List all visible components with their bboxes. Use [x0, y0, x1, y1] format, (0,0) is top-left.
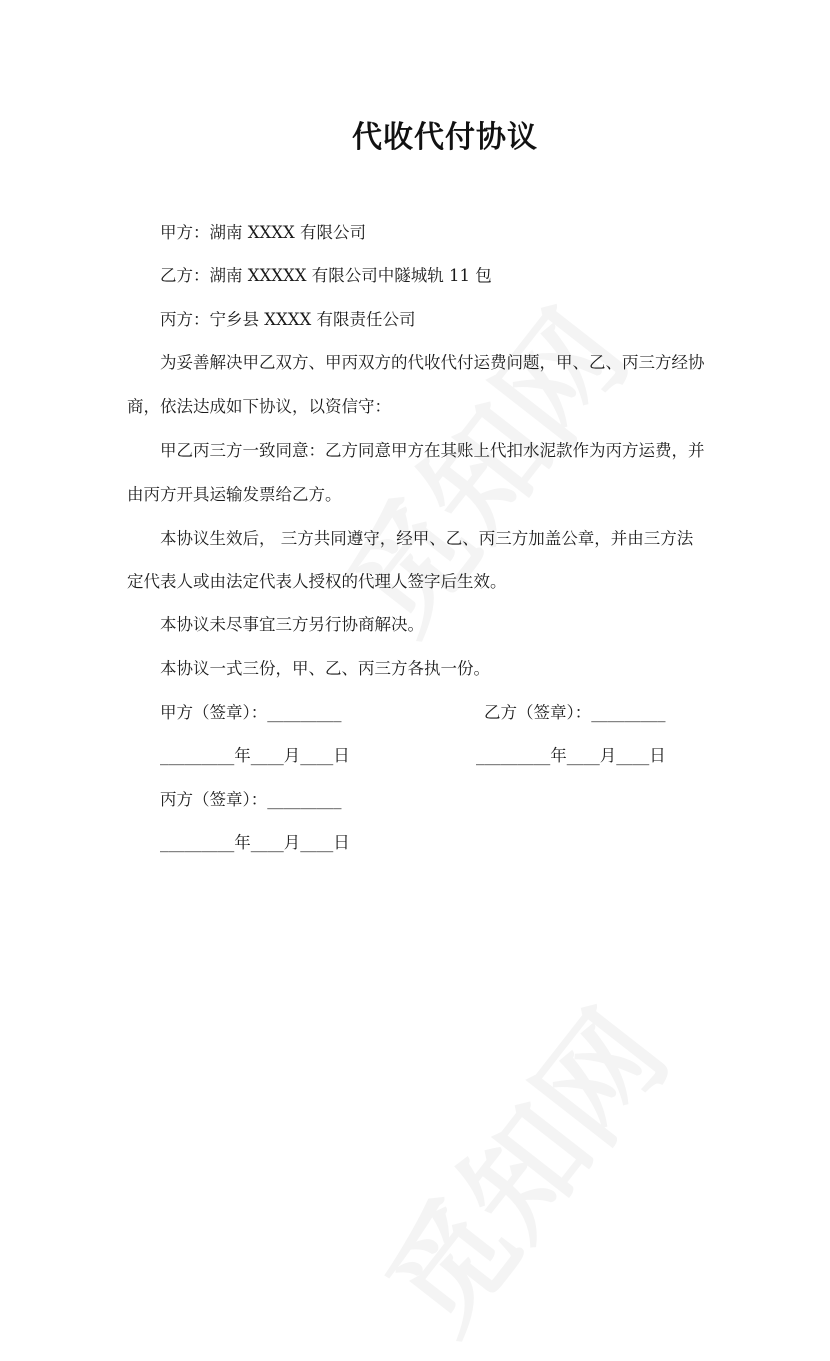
party-c-date: _________年____月____日	[160, 833, 350, 852]
watermark-lower	[341, 971, 698, 1361]
party-c-signature: 丙方（签章）：_________	[160, 790, 342, 809]
party-a-line: 甲方：湖南 XXXX 有限公司	[160, 223, 366, 242]
party-c-line: 丙方：宁乡县 XXXX 有限责任公司	[160, 310, 416, 329]
party-b-date: _________年____月____日	[476, 746, 666, 765]
party-b-signature: 乙方（签章）：_________	[484, 703, 666, 722]
party-a-signature: 甲方（签章）：_________	[160, 703, 342, 722]
paragraph-3-line-1: 本协议生效后， 三方共同遵守，经甲、乙、丙三方加盖公章，并由三方法	[160, 529, 694, 548]
paragraph-1-line-2: 商，依法达成如下协议，以资信守：	[127, 397, 391, 416]
paragraph-4: 本协议未尽事宜三方另行协商解决。	[160, 615, 424, 634]
party-b-line: 乙方：湖南 XXXXX 有限公司中隧城轨 11 包	[160, 266, 492, 285]
paragraph-3-line-2: 定代表人或由法定代表人授权的代理人签字后生效。	[127, 572, 507, 591]
document-title: 代收代付协议	[352, 120, 538, 155]
paragraph-2-line-2: 由丙方开具运输发票给乙方。	[127, 485, 342, 504]
paragraph-2-line-1: 甲乙丙三方一致同意：乙方同意甲方在其账上代扣水泥款作为丙方运费，并	[160, 441, 705, 460]
party-a-date: _________年____月____日	[160, 746, 350, 765]
paragraph-1-line-1: 为妥善解决甲乙双方、甲丙双方的代收代付运费问题，甲、乙、丙三方经协	[160, 353, 705, 372]
paragraph-5: 本协议一式三份，甲、乙、丙三方各执一份。	[160, 659, 490, 678]
